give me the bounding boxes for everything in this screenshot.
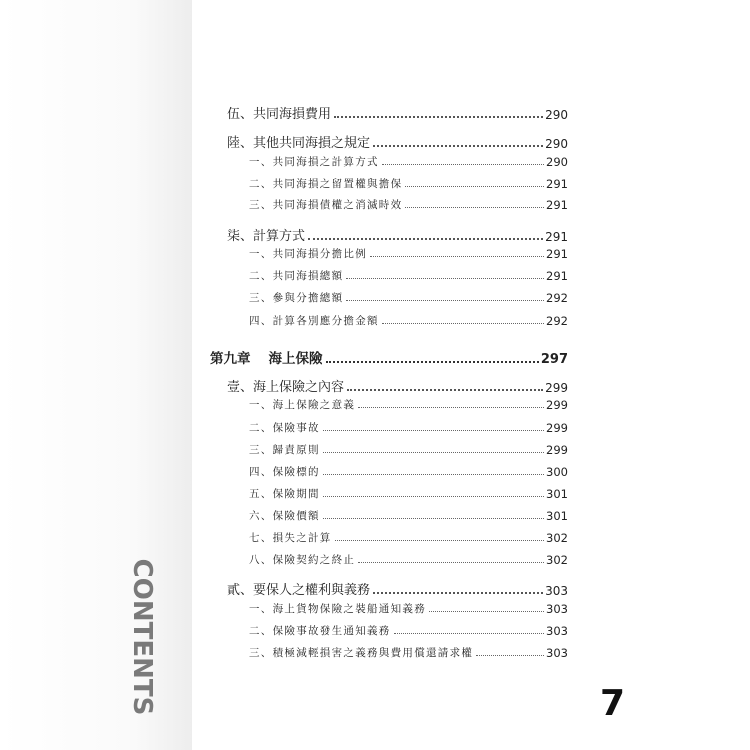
toc-entry [249, 442, 568, 457]
dot-leader [323, 496, 544, 497]
toc-entry [249, 552, 568, 567]
toc-entry-page: 303 [546, 624, 568, 638]
toc-entry-title: 四、計算各別應分擔金額 [249, 315, 379, 327]
toc-entry [227, 132, 568, 151]
dot-leader [335, 540, 544, 541]
toc-entry-title: 三、參與分擔總額 [249, 292, 344, 304]
toc-entry-title: 四、保險標的 [249, 466, 320, 478]
toc-entry-page: 290 [545, 137, 568, 151]
toc-entry-page: 299 [545, 381, 568, 395]
contents-side-label-text: CONTENTS [127, 558, 157, 716]
dot-leader [405, 207, 544, 208]
toc-entry [227, 103, 568, 122]
toc-entry-title: 二、保險事故發生通知義務 [249, 625, 391, 637]
toc-entry [249, 645, 568, 660]
toc-entry [249, 420, 568, 435]
toc-entry-title: 八、保險契約之終止 [249, 554, 356, 566]
toc-entry [249, 268, 568, 283]
toc-entry-page: 301 [546, 509, 568, 523]
toc-entry [249, 508, 568, 523]
dot-leader [373, 145, 543, 147]
toc-entry-page: 302 [546, 553, 568, 567]
toc-entry-title: 伍、共同海損費用 [227, 107, 332, 122]
page-number: 7 [600, 683, 626, 724]
toc-entry [249, 176, 568, 191]
toc-entry-page: 303 [546, 646, 568, 660]
toc-entry-page: 297 [540, 352, 568, 367]
toc-entry-title: 三、積極減輕損害之義務與費用償還請求權 [249, 647, 474, 659]
toc-entry [249, 486, 568, 501]
dot-leader [346, 278, 544, 279]
dot-leader [323, 474, 544, 475]
toc-entry-page: 301 [546, 487, 568, 501]
dot-leader [358, 407, 544, 408]
toc-entry-title: 五、保險期間 [249, 488, 320, 500]
dot-leader [394, 633, 544, 634]
toc-entry-title: 陸、其他共同海損之規定 [227, 136, 371, 151]
toc-entry-title: 一、共同海損分擔比例 [249, 248, 367, 260]
toc-entry-page: 299 [546, 398, 568, 412]
dot-leader [370, 256, 544, 257]
dot-leader [308, 238, 543, 240]
dot-leader [382, 164, 544, 165]
toc-entry-page: 291 [546, 177, 568, 191]
toc-entry-page: 291 [546, 247, 568, 261]
toc-entry-title: 一、海上貨物保險之裝船通知義務 [249, 603, 426, 615]
toc-entry-title: 二、共同海損之留置權與擔保 [249, 178, 403, 190]
toc-entry-title: 貳、要保人之權利與義務 [227, 583, 371, 598]
toc-entry-title: 二、共同海損總額 [249, 270, 344, 282]
toc-entry [227, 376, 568, 395]
dot-leader [382, 323, 544, 324]
dot-leader [373, 592, 543, 594]
toc-entry [249, 601, 568, 616]
dot-leader [429, 611, 544, 612]
toc-entry-page: 299 [546, 443, 568, 457]
dot-leader [323, 430, 544, 431]
dot-leader [323, 518, 544, 519]
toc-entry-title: 三、歸責原則 [249, 444, 320, 456]
toc-entry-title: 一、海上保險之意義 [249, 399, 356, 411]
toc-entry-page: 292 [546, 291, 568, 305]
dot-leader [323, 452, 544, 453]
toc-entry-page: 303 [545, 584, 568, 598]
chapter-number: 第九章 [210, 351, 251, 367]
toc-entry-page: 290 [545, 108, 568, 122]
toc-entry-title: 壹、海上保險之內容 [227, 380, 345, 395]
toc-entry-title: 一、共同海損之計算方式 [249, 156, 379, 168]
toc-entry-page: 303 [546, 602, 568, 616]
toc-entry [249, 154, 568, 169]
toc-entry-page: 291 [545, 230, 568, 244]
toc-entry [249, 397, 568, 412]
toc-entry-page: 291 [546, 269, 568, 283]
toc-entry-page: 292 [546, 314, 568, 328]
dot-leader [358, 562, 544, 563]
toc-entry [227, 225, 568, 244]
toc-entry-title: 三、共同海損債權之消滅時效 [249, 199, 403, 211]
toc-entry-title: 二、保險事故 [249, 422, 320, 434]
dot-leader [326, 361, 539, 363]
toc-entry-title: 六、保險價額 [249, 510, 320, 522]
toc-entry [249, 464, 568, 479]
toc-entry-title: 柒、計算方式 [227, 229, 306, 244]
toc-entry-page: 300 [546, 465, 568, 479]
toc-entry [249, 530, 568, 545]
toc-entry [249, 623, 568, 638]
toc-entry-page: 299 [546, 421, 568, 435]
toc-entry [227, 579, 568, 598]
dot-leader [347, 389, 543, 391]
toc-entry [249, 313, 568, 328]
toc-entry-page: 291 [546, 198, 568, 212]
toc-entry [249, 197, 568, 212]
toc-chapter-heading [210, 347, 568, 367]
dot-leader [334, 116, 543, 118]
toc-entry-title: 七、損失之計算 [249, 532, 332, 544]
toc-entry [249, 290, 568, 305]
toc-entry-page: 302 [546, 531, 568, 545]
toc-entry-title: 海上保險 [268, 351, 323, 367]
dot-leader [346, 300, 544, 301]
toc-entry-page: 290 [546, 155, 568, 169]
toc-entry [249, 246, 568, 261]
dot-leader [476, 655, 544, 656]
dot-leader [405, 186, 544, 187]
